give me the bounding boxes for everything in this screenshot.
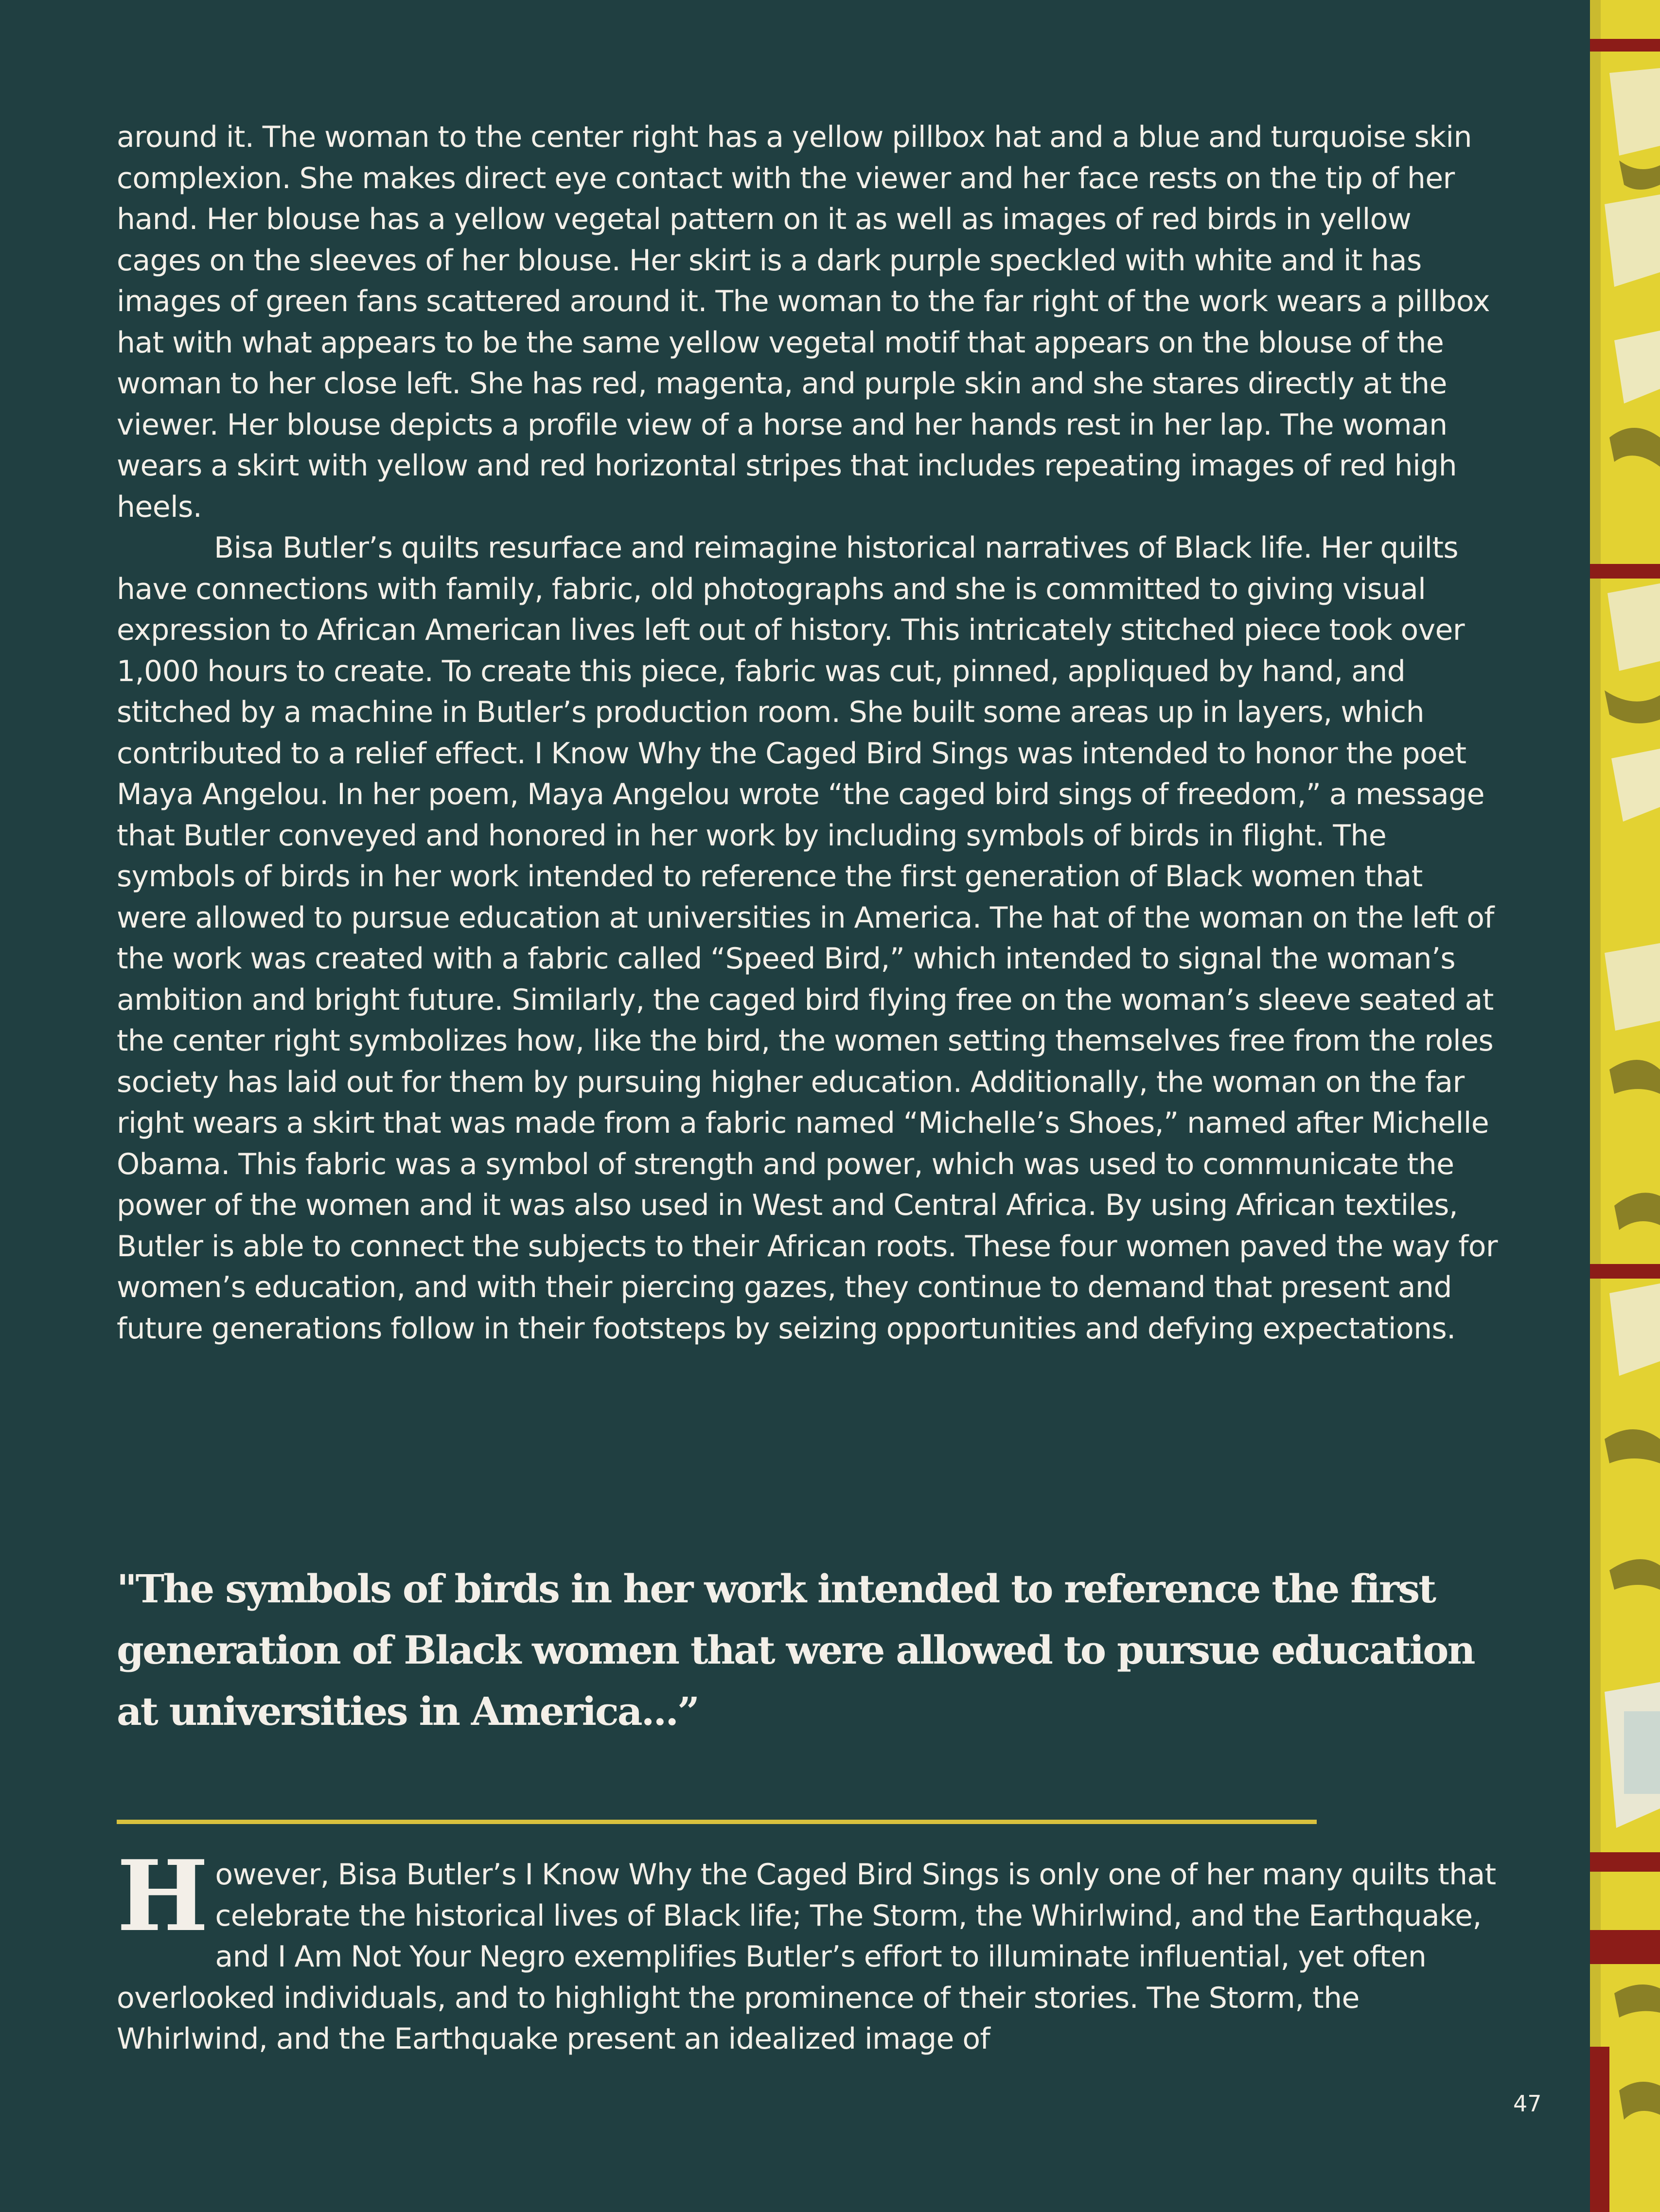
article-body (117, 117, 1498, 1349)
article-continuation (117, 1839, 1498, 2060)
page-number: 47 (1513, 2090, 1542, 2117)
article-paragraph-3 (117, 1839, 1498, 2060)
pull-quote: "The symbols of birds in her work intended to reference the first generation of Black women that were allowed to pursue education at universities in America...” (117, 1566, 1474, 1734)
article-paragraph-2: Bisa Butler’s quilts resurface and reimagine historical narratives of Black life. Her quilts have connections with family, fabric, old photographs and she is committed to giving visual expression to African American lives left out of history. This intricately stitched piece took over 1,000 hours to create. To create this piece, fabric was cut, pinned, appliqued by hand, and stitched by a machine in Butler’s production room. She built some areas up in layers, which contributed to a relief effect. I Know Why the Caged Bird Sings was intended to honor the poet Maya Angelou. In her poem, Maya Angelou wrote “the caged bird sings of freedom,” a message that Butler conveyed and honored in her work by including symbols of birds in flight. The symbols of birds in her work intended to reference the first generation of Black women that were allowed to pursue education at universities in America. The hat of the woman on the left of the work was created with a fabric called “Speed Bird,” which intended to signal the woman’s ambition and bright future. Similarly, the caged bird flying free on the woman’s sleeve seated at the center right symbolizes how, like the bird, the women setting themselves free from the roles society has laid out for them by pursuing higher education. Additionally, the woman on the far right wears a skirt that was made from a fabric named “Michelle’s Shoes,” named after Michelle Obama. This fabric was a symbol of strength and power, which was used to communicate the power of the women and it was also used in West and Central Africa. By using African textiles, Butler is able to connect the subjects to their African roots. These four women paved the way for women’s education, and with their piercing gazes, they continue to demand that present and future generations follow in their footsteps by seizing opportunities and defying expectations. (117, 531, 1498, 1346)
article-paragraph-1: around it. The woman to the center right has a yellow pillbox hat and a blue and turquoise skin complexion. She makes direct eye contact with the viewer and her face rests on the tip of her hand. Her blouse has a yellow vegetal pattern on it as well as images of red birds in yellow cages on the sleeves of her blouse. Her skirt is a dark purple speckled with white and it has images of green fans scattered around it. The woman to the far right of the work wears a pillbox hat with what appears to be the same yellow vegetal motif that appears on the blouse of the woman to her close left. She has red, magenta, and purple skin and she stares directly at the viewer. Her blouse depicts a profile view of a horse and her hands rest in her lap. The woman wears a skirt with yellow and red horizontal stripes that includes repeating images of red high heels. (117, 120, 1490, 524)
quilt-artwork-image (1590, 0, 1660, 2212)
section-divider (117, 1820, 1317, 1824)
quilt-artwork-strip (1590, 0, 1660, 2212)
article-paragraph-3-text: owever, Bisa Butler’s I Know Why the Caged Bird Sings is only one of her many quilts that celebrate the historical lives of Black life; The Storm, the Whirlwind, and the Earthquake, and I Am Not Your Negro exemplifies Butler’s effort to illuminate influential, yet often overlooked individuals, and to highlight the prominence of their stories. The Storm, the Whirlwind, and the Earthquake present an idealized image of (117, 1858, 1496, 2056)
drop-cap: H (117, 1839, 209, 1953)
